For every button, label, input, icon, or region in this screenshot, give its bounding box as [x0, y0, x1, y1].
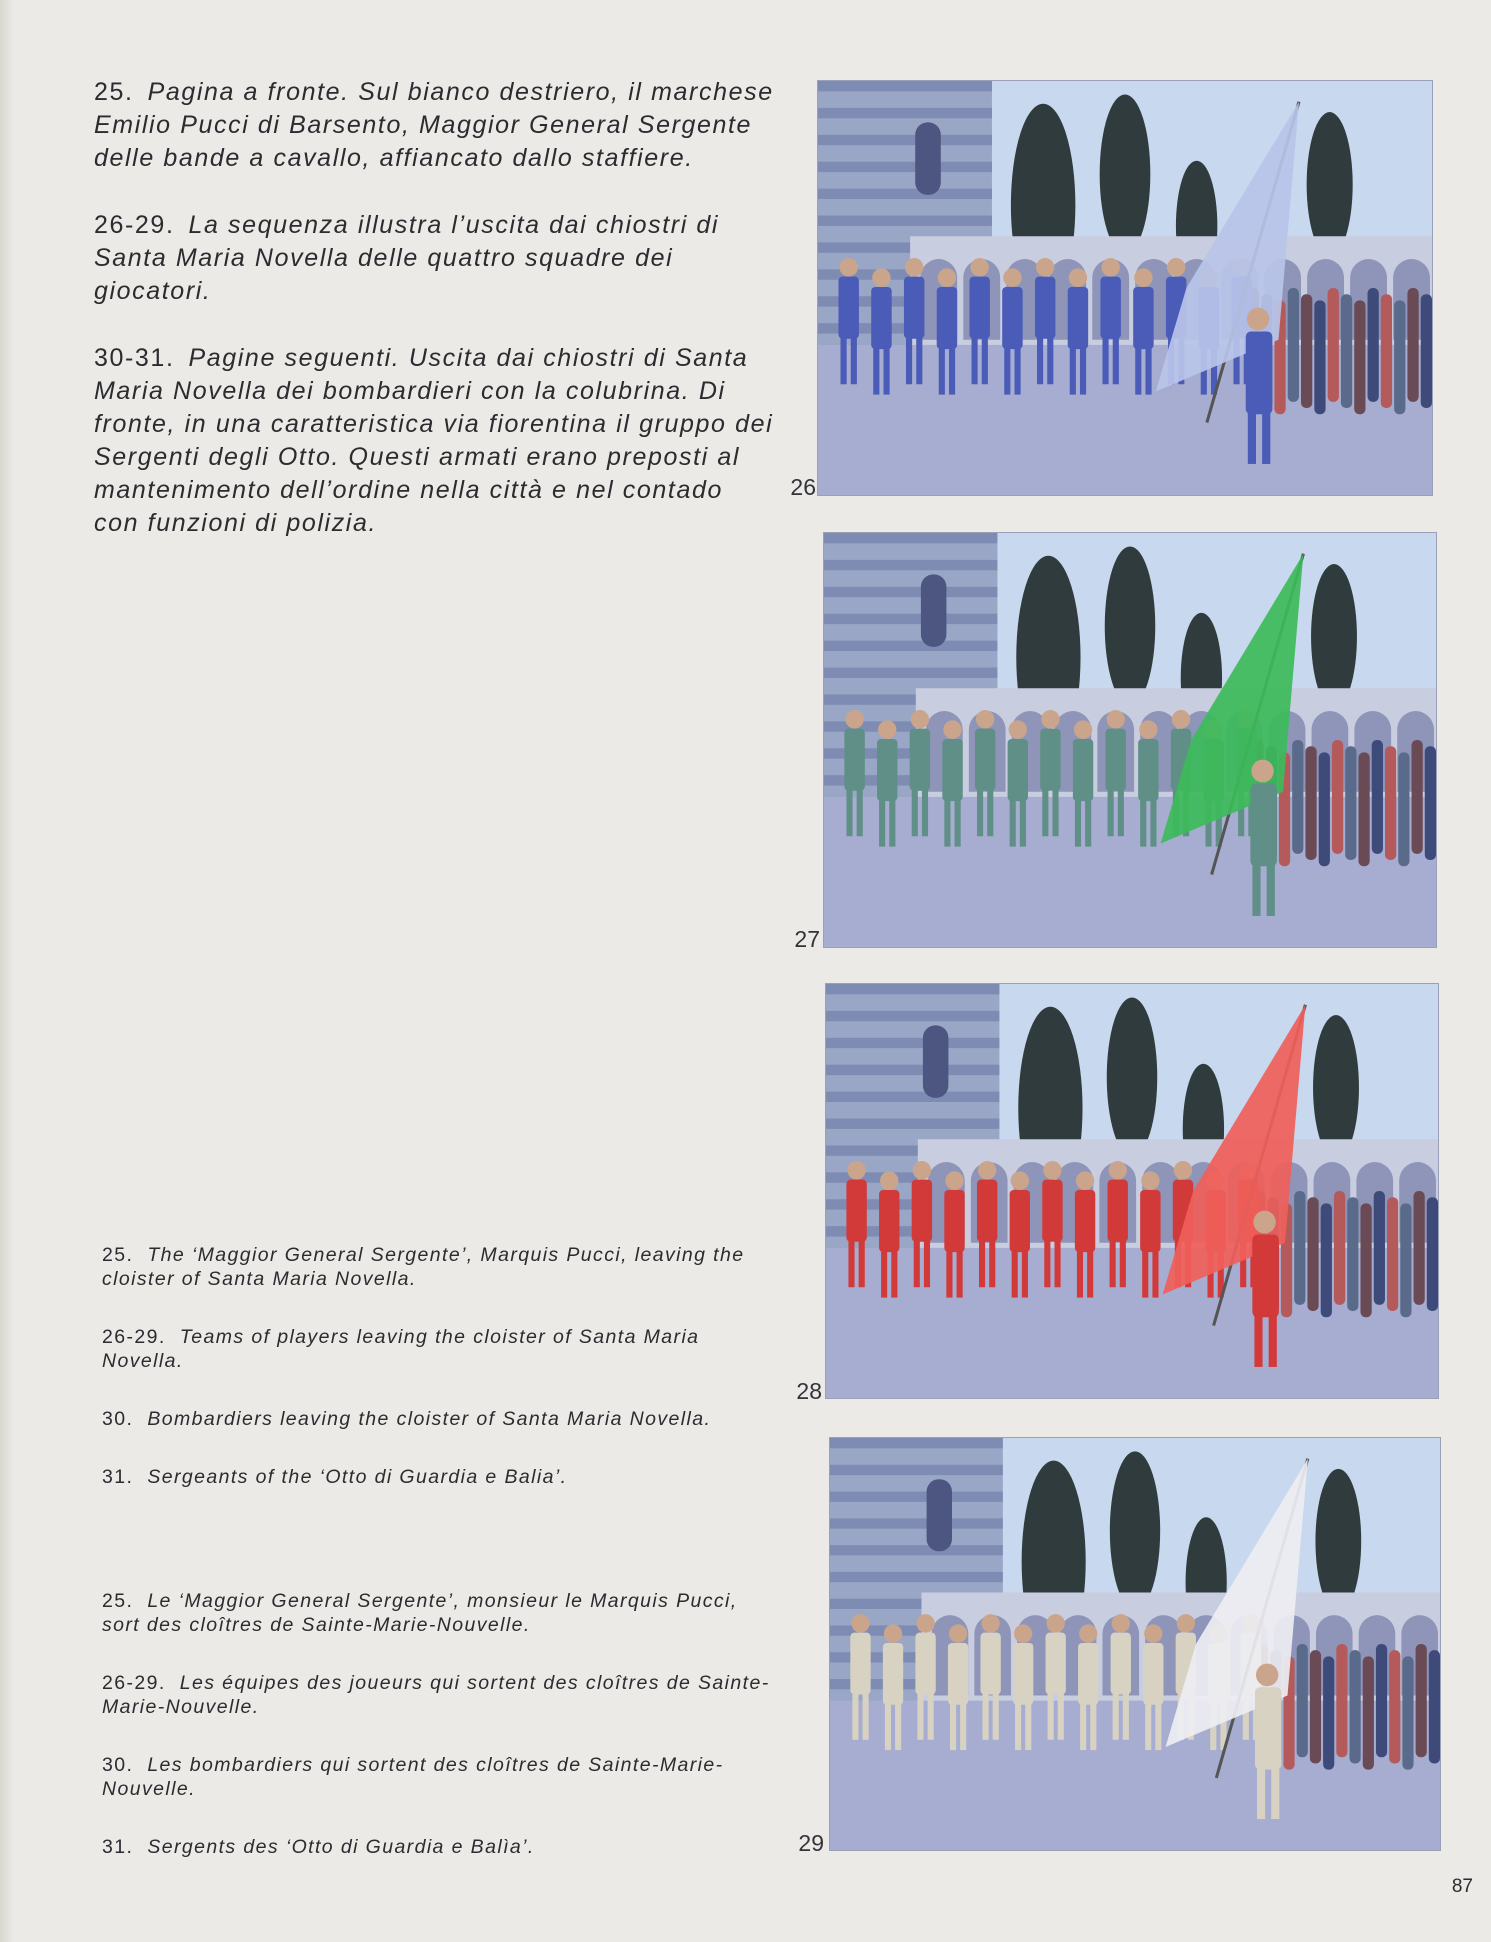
photo-illustration [824, 533, 1436, 947]
italian-caption-25: 25. Pagina a fronte. Sul bianco destriero, il marchese Emilio Pucci di Barsento, Maggior General Sergente delle bande a cavallo, affiancato dallo staffiere. [94, 78, 774, 172]
photo-plate-29 [829, 1437, 1441, 1851]
plate-number-27: 27 [794, 926, 820, 952]
italian-captions [94, 76, 774, 574]
french-caption-26-29: 26-29. Les équipes des joueurs qui sortent des cloîtres de Sainte-Marie-Nouvelle. [102, 1672, 770, 1718]
italian-caption-26-29: 26-29. La sequenza illustra l’uscita dai chiostri di Santa Maria Novella delle quattro squadre dei giocatori. [94, 211, 720, 305]
english-caption-31: 31. Sergeants of the ‘Otto di Guardia e Balia’. [102, 1466, 568, 1488]
french-caption-31: 31. Sergents des ‘Otto di Guardia e Balìa’. [102, 1836, 535, 1858]
photo-illustration [818, 81, 1432, 495]
photo-illustration [830, 1438, 1440, 1850]
english-captions [102, 1243, 772, 1523]
french-caption-30: 30. Les bombardiers qui sortent des cloîtres de Sainte-Marie-Nouvelle. [102, 1754, 724, 1800]
french-captions [102, 1589, 772, 1893]
plate-number-28: 28 [796, 1378, 822, 1404]
page-number: 87 [1451, 1876, 1473, 1897]
english-caption-26-29: 26-29. Teams of players leaving the cloister of Santa Maria Novella. [102, 1326, 700, 1372]
photo-plate-26 [817, 80, 1433, 496]
photo-illustration [826, 984, 1438, 1398]
photo-plate-27 [823, 532, 1437, 948]
photo-plate-28 [825, 983, 1439, 1399]
english-caption-30: 30. Bombardiers leaving the cloister of Santa Maria Novella. [102, 1408, 712, 1430]
italian-caption-30-31: 30-31. Pagine seguenti. Uscita dai chiostri di Santa Maria Novella dei bombardieri con la colubrina. Di fronte, in una caratteristica via fiorentina il gruppo dei Sergenti degli Otto. Questi armati erano preposti al mantenimento dell’ordine nella città e nel contado con funzioni di polizia. [94, 344, 774, 537]
english-caption-25: 25. The ‘Maggior General Sergente’, Marquis Pucci, leaving the cloister of Santa Maria Novella. [102, 1244, 745, 1290]
plate-number-26: 26 [790, 474, 816, 500]
plate-number-29: 29 [798, 1830, 824, 1856]
page-binding-edge [0, 0, 14, 1942]
french-caption-25: 25. Le ‘Maggior General Sergente’, monsieur le Marquis Pucci, sort des cloîtres de Sainte-Marie-Nouvelle. [102, 1590, 738, 1636]
